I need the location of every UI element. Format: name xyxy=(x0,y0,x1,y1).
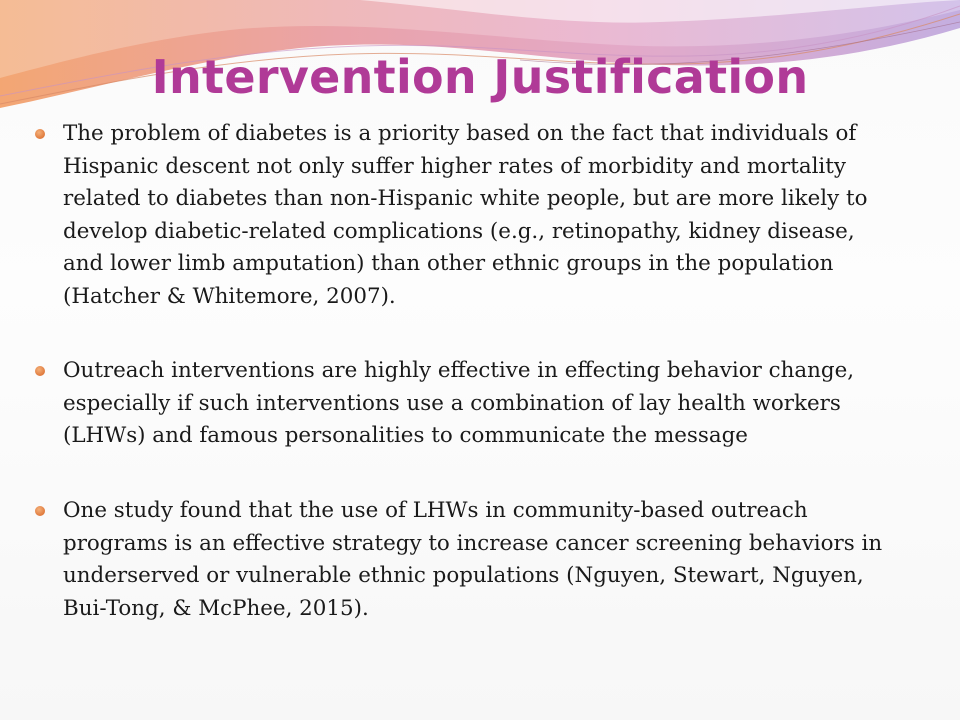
bullet-text: One study found that the use of LHWs in community-based outreach programs is an effective strategy to increase cancer screening behaviors in underserved or vulnerable ethnic populations (Nguyen, Stewart, Nguyen, Bui-Tong, & McPhee, 2015). xyxy=(63,498,883,621)
bullet-text: The problem of diabetes is a priority based on the fact that individuals of Hispanic descent not only suffer higher rates of morbidity and mortality related to diabetes than non-Hispanic white people, but are more likely to develop diabetic-related complications (e.g., retinopathy, kidney disease, and lower limb amputation) than other ethnic groups in the population (Hatcher & Whitemore, 2007). xyxy=(63,121,868,309)
page-title: Intervention Justification xyxy=(151,50,809,104)
bullet-icon xyxy=(35,506,45,516)
bullet-icon xyxy=(35,366,45,376)
bullet-icon xyxy=(35,129,45,139)
bullet-text: Outreach interventions are highly effective in effecting behavior change, especially if such interventions use a combination of lay health workers (LHWs) and famous personalities to communicate the message xyxy=(63,358,855,448)
